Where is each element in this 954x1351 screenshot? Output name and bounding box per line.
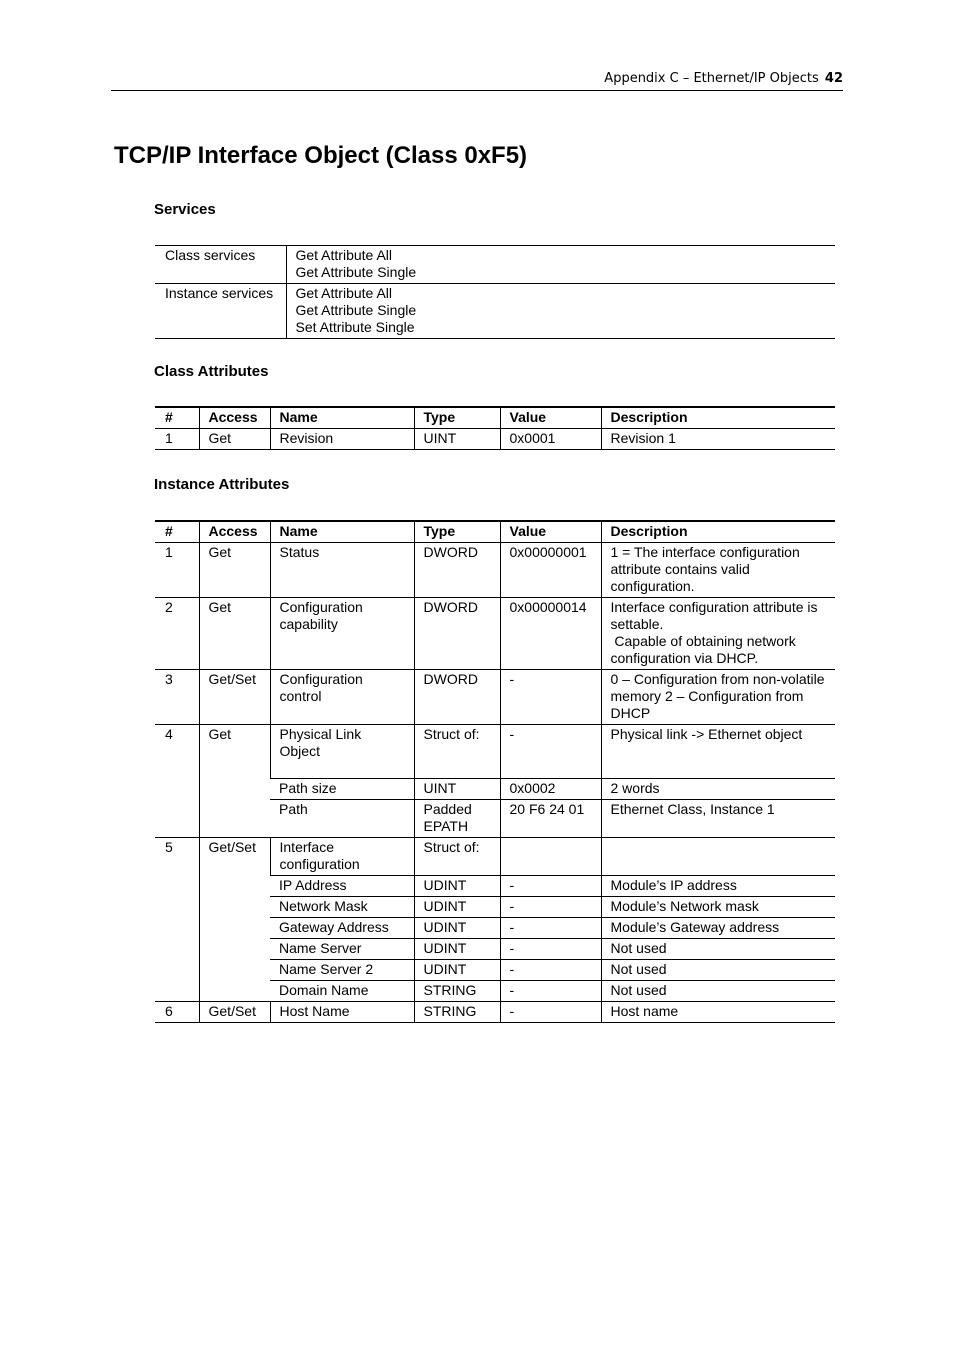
instance-attributes-heading: Instance Attributes <box>154 476 290 493</box>
service-item: Get Attribute All <box>295 285 392 301</box>
cell-value: - <box>500 939 601 960</box>
cell-description: Module’s IP address <box>601 876 835 897</box>
cell-description: Revision 1 <box>601 429 835 450</box>
column-header: Type <box>414 407 500 429</box>
cell-type: STRING <box>414 981 500 1002</box>
cell-type: UDINT <box>414 918 500 939</box>
cell-num: 3 <box>165 671 173 687</box>
cell-description: Ethernet Class, Instance 1 <box>601 800 835 838</box>
cell-name: Domain Name <box>279 982 369 998</box>
page-title: TCP/IP Interface Object (Class 0xF5) <box>114 142 528 169</box>
table-row <box>155 429 835 450</box>
column-header: Access <box>199 521 270 543</box>
cell-value: - <box>500 1002 601 1023</box>
cell-access: Get <box>199 429 270 450</box>
service-item: Get Attribute Single <box>295 264 417 280</box>
service-item: Set Attribute Single <box>295 319 415 335</box>
table-row <box>155 1002 835 1023</box>
cell-type: Struct of: <box>414 838 500 876</box>
table-header-row <box>155 407 835 429</box>
cell-num: 5 <box>165 839 173 855</box>
column-header: Name <box>270 407 414 429</box>
description-line: Interface configuration attribute is settable. <box>610 599 818 632</box>
header-text: Appendix C – Ethernet/IP Objects <box>604 71 819 86</box>
cell-description: Module’s Network mask <box>601 897 835 918</box>
instance-attributes-table <box>155 520 835 1023</box>
services-heading: Services <box>154 201 216 218</box>
page-number: 42 <box>824 71 843 86</box>
cell-name: Revision <box>270 429 414 450</box>
cell-num: 2 <box>165 599 173 615</box>
cell-description: 2 words <box>601 779 835 800</box>
cell-num: 1 <box>165 430 173 446</box>
cell-num: 4 <box>165 726 173 742</box>
cell-value: - <box>500 876 601 897</box>
cell-num: 1 <box>165 544 173 560</box>
cell-value: 0x00000014 <box>500 598 601 670</box>
cell-name: Network Mask <box>279 898 368 914</box>
cell-value: - <box>500 918 601 939</box>
services-label: Class services <box>155 246 286 284</box>
description-line: Capable of obtaining network configuration via DHCP. <box>610 633 800 666</box>
cell-value: - <box>500 981 601 1002</box>
cell-value: - <box>500 725 601 779</box>
cell-value: 20 F6 24 01 <box>500 800 601 838</box>
column-header: # <box>165 523 173 539</box>
cell-type: Struct of: <box>414 725 500 779</box>
cell-name: Configuration capability <box>270 598 414 670</box>
cell-type: UINT <box>414 429 500 450</box>
column-header: Type <box>414 521 500 543</box>
cell-name: Name Server 2 <box>279 961 374 977</box>
cell-name: Name Server <box>279 940 362 956</box>
cell-type: UDINT <box>414 939 500 960</box>
column-header: Value <box>500 407 601 429</box>
cell-name: Interface configuration <box>270 838 414 876</box>
cell-value: 0x0001 <box>500 429 601 450</box>
cell-type: UINT <box>414 779 500 800</box>
table-row <box>155 838 835 876</box>
column-header: Access <box>199 407 270 429</box>
table-row <box>155 246 835 284</box>
cell-value: - <box>500 897 601 918</box>
services-items <box>286 284 835 339</box>
services-items <box>286 246 835 284</box>
table-header-row <box>155 521 835 543</box>
services-label: Instance services <box>155 284 286 339</box>
cell-type: UDINT <box>414 960 500 981</box>
cell-access: Get/Set <box>199 670 270 725</box>
cell-type: STRING <box>414 1002 500 1023</box>
table-row <box>155 598 835 670</box>
cell-name: Gateway Address <box>279 919 389 935</box>
cell-description: 0 – Configuration from non-volatile memory 2 – Configuration from DHCP <box>601 670 835 725</box>
cell-num: 6 <box>165 1003 173 1019</box>
cell-description: Not used <box>601 960 835 981</box>
cell-description: Physical link -> Ethernet object <box>601 725 835 779</box>
column-header: Description <box>601 407 835 429</box>
class-attributes-heading: Class Attributes <box>154 363 269 380</box>
cell-name: IP Address <box>279 877 347 893</box>
cell-description <box>601 838 835 876</box>
cell-description <box>601 598 835 670</box>
cell-value: 0x00000001 <box>500 543 601 598</box>
page-header <box>111 71 843 91</box>
cell-description: Host name <box>601 1002 835 1023</box>
cell-name: Physical Link Object <box>270 725 414 779</box>
cell-value: - <box>500 670 601 725</box>
cell-description: Not used <box>601 981 835 1002</box>
cell-description: Not used <box>601 939 835 960</box>
table-row <box>155 725 835 779</box>
cell-description: 1 = The interface configuration attribute contains valid configuration. <box>601 543 835 598</box>
cell-type: DWORD <box>414 670 500 725</box>
cell-access: Get <box>199 725 270 838</box>
column-header: Value <box>500 521 601 543</box>
table-row <box>155 543 835 598</box>
cell-type: DWORD <box>414 543 500 598</box>
cell-type: UDINT <box>414 876 500 897</box>
cell-value: - <box>500 960 601 981</box>
table-row <box>155 670 835 725</box>
cell-access: Get <box>199 598 270 670</box>
cell-type: UDINT <box>414 897 500 918</box>
service-item: Get Attribute All <box>295 247 392 263</box>
cell-value <box>500 838 601 876</box>
column-header: Name <box>270 521 414 543</box>
cell-access: Get <box>199 543 270 598</box>
cell-type: DWORD <box>414 598 500 670</box>
column-header: # <box>165 409 173 425</box>
service-item: Get Attribute Single <box>295 302 417 318</box>
cell-name: Path <box>279 801 308 817</box>
cell-type: Padded EPATH <box>414 800 500 838</box>
cell-name: Status <box>270 543 414 598</box>
cell-name: Host Name <box>270 1002 414 1023</box>
cell-value: 0x0002 <box>500 779 601 800</box>
cell-name: Configuration control <box>270 670 414 725</box>
class-attributes-table <box>155 406 835 450</box>
cell-access: Get/Set <box>199 838 270 1002</box>
services-table <box>155 245 835 339</box>
table-row <box>155 284 835 339</box>
cell-description: Module’s Gateway address <box>601 918 835 939</box>
cell-access: Get/Set <box>199 1002 270 1023</box>
column-header: Description <box>601 521 835 543</box>
cell-name: Path size <box>279 780 337 796</box>
